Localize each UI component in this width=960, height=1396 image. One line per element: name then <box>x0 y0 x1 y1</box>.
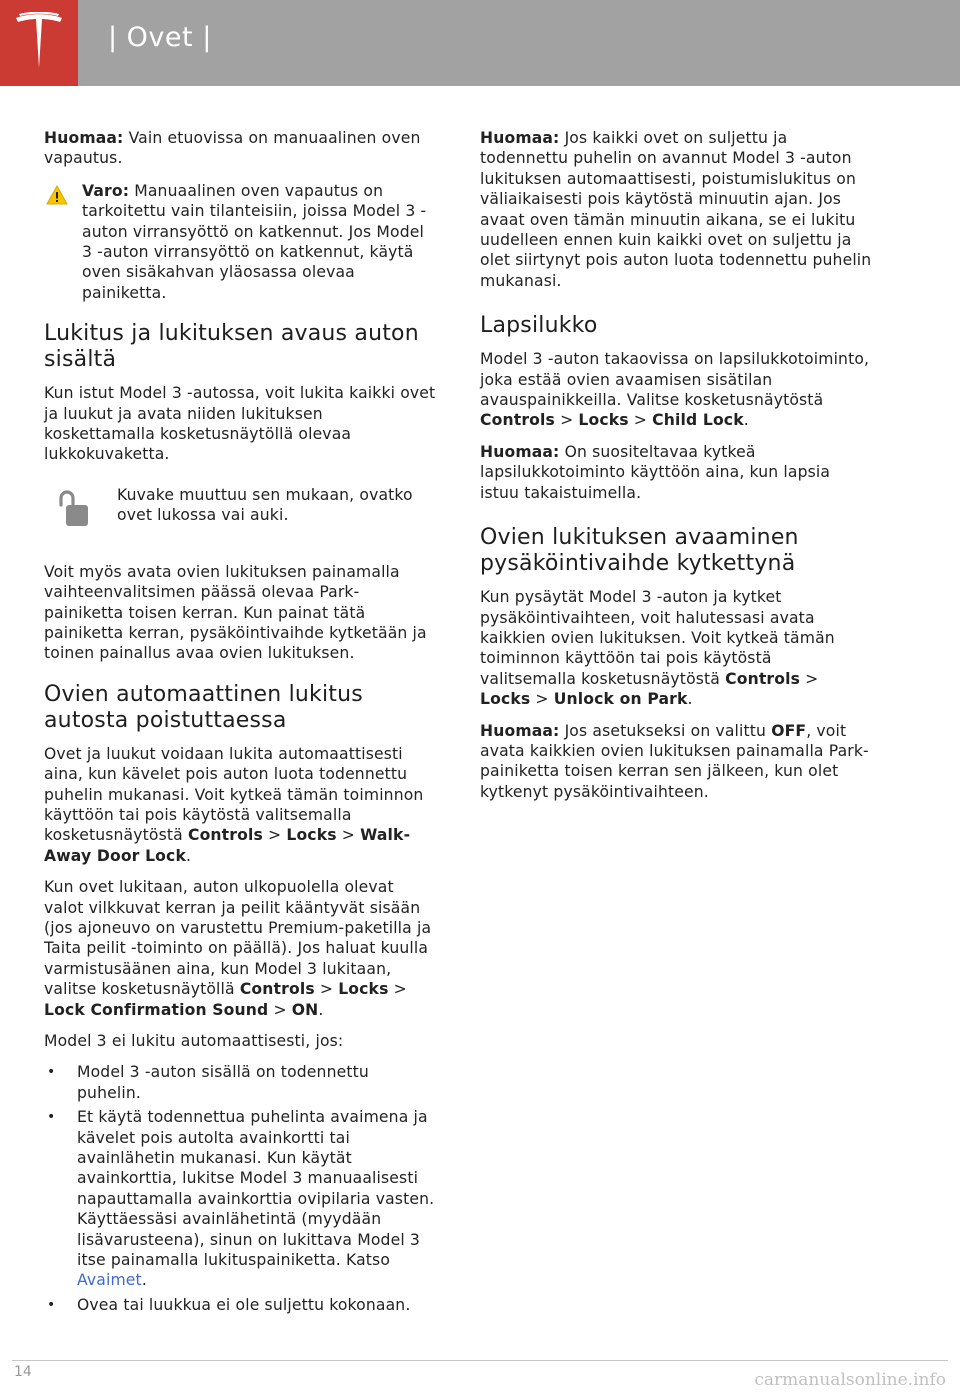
warning-icon <box>46 185 68 205</box>
list-item: • Model 3 -auton sisällä on todennettu puhelin. <box>47 1063 369 1102</box>
lock-icon-text: Kuvake muuttuu sen mukaan, ovatko ovet lukossa vai auki. <box>117 485 413 525</box>
lock-icon <box>58 489 90 529</box>
right-column <box>480 128 872 813</box>
warning-text: Varo: Manuaalinen oven vapautus on tarkoitettu vain tilanteisiin, joissa Model 3 -auton virransyöttö on katkennut. Jos Model 3 -auton virransyöttö on katkennut, käytä oven sisäkahvan yläosassa olevaa painiketta. <box>82 181 427 302</box>
paragraph-child-lock: Model 3 -auton takaovissa on lapsilukkotoiminto, joka estää ovien avaamisen sisätilan avauspainikkeilla. Valitse kosketusnäytöstä Controls > Locks > Child Lock. <box>480 350 870 430</box>
no-autolock-list <box>44 1062 436 1315</box>
note-walkaway-disabled: Huomaa: Jos kaikki ovet on suljettu ja todennettu puhelin on avannut Model 3 -auton lukituksen automaattisesti, poistumislukitus on väliaikaisesti pois käytöstä minuutin ajan. Jos avaat oven tämän minuutin aikana, se ei lukitu uudelleen ennen kuin kaikki ovet on suljettu ja olet siirtynyt pois auton luota todennettu puhelin mukanasi. <box>480 129 872 290</box>
paragraph-no-autolock: Model 3 ei lukitu automaattisesti, jos: <box>44 1032 344 1050</box>
footer-divider <box>12 1360 948 1361</box>
brand-logo <box>0 0 78 86</box>
tesla-logo-icon <box>14 12 64 72</box>
heading-walkaway: Ovien automaattinen lukitus autosta poistuttaessa <box>44 681 363 733</box>
left-column <box>44 128 436 1319</box>
list-item: • Et käytä todennettua puhelinta avaimena ja kävelet pois autolta avainkortti tai avainlähetin mukanasi. Kun käytät avainkorttia, lukitse Model 3 manuaalisesti napauttamalla avainkorttia ovipilaria vasten. Käyttäessäsi avainlähetintä (myydään lisävarusteena), sinun on lukittava Model 3 itse painamalla lukituspainiketta. Katso Avaimet. <box>47 1108 435 1290</box>
page-number: 14 <box>14 1364 32 1380</box>
warning-box <box>44 181 436 303</box>
note-child-lock: Huomaa: On suositeltavaa kytkeä lapsilukkotoiminto käyttöön aina, kun lapsia istuu takaistuimella. <box>480 442 831 502</box>
watermark: carmanualsonline.info <box>754 1370 946 1390</box>
note-unlock-park: Huomaa: Jos asetukseksi on valittu OFF, voit avata kaikkien ovien lukituksen painamalla Park-painiketta toisen kerran sen jälkeen, kun olet kytkenyt pysäköintivaihteen. <box>480 721 869 801</box>
heading-unlock-park: Ovien lukituksen avaaminen pysäköintivaihde kytkettynä <box>480 525 799 577</box>
note-manual-release: Huomaa: Vain etuovissa on manuaalinen oven vapautus. <box>44 129 421 168</box>
heading-lock-inside: Lukitus ja lukituksen avaus auton sisältä <box>44 321 419 373</box>
heading-child-lock: Lapsilukko <box>480 313 598 339</box>
paragraph-park-button: Voit myös avata ovien lukituksen painamalla vaihteenvalitsimen päässä olevaa Park-painiketta toisen kerran. Kun painat tätä painiketta kerran, pysäköintivaihde kytketään ja toinen painallus avaa ovien lukituksen. <box>44 562 427 663</box>
paragraph-unlock-park: Kun pysäytät Model 3 -auton ja kytket pysäköintivaihteen, voit halutessasi avata kaikkien ovien lukituksen. Voit kytkeä tämän toiminnon käyttöön tai pois käytöstä valitsemalla kosketusnäytöstä Controls > Locks > Unlock on Park. <box>480 588 835 709</box>
paragraph-lock-inside: Kun istut Model 3 -autossa, voit lukita kaikki ovet ja luukut ja avata niiden lukituksen koskettamalla kosketusnäytöllä olevaa lukkokuvaketta. <box>44 384 436 464</box>
page-title: | Ovet | <box>108 22 212 53</box>
paragraph-walkaway: Ovet ja luukut voidaan lukita automaattisesti aina, kun kävelet pois auton luota todennettu puhelin mukanasi. Voit kytkeä tämän toiminnon käyttöön tai pois käytöstä valitsemalla kosketusnäytöstä Controls > Locks > Walk-Away Door Lock. <box>44 744 424 865</box>
lock-icon-note <box>44 485 436 526</box>
link-avaimet[interactable]: Avaimet <box>77 1271 142 1290</box>
paragraph-lock-lights: Kun ovet lukitaan, auton ulkopuolella olevat valot vilkkuvat kerran ja peilit kääntyvät sisään (jos ajoneuvo on varustettu Premium-paketilla ja Taita peilit -toiminto on päällä). Jos haluat kuulla varmistusäänen aina, kun Model 3 lukitaan, valitse kosketusnäytöllä Controls > Locks > Lock Confirmation Sound > ON. <box>44 878 432 1019</box>
page-header <box>0 0 960 86</box>
list-item: • Ovea tai luukkua ei ole suljettu kokonaan. <box>47 1295 411 1314</box>
